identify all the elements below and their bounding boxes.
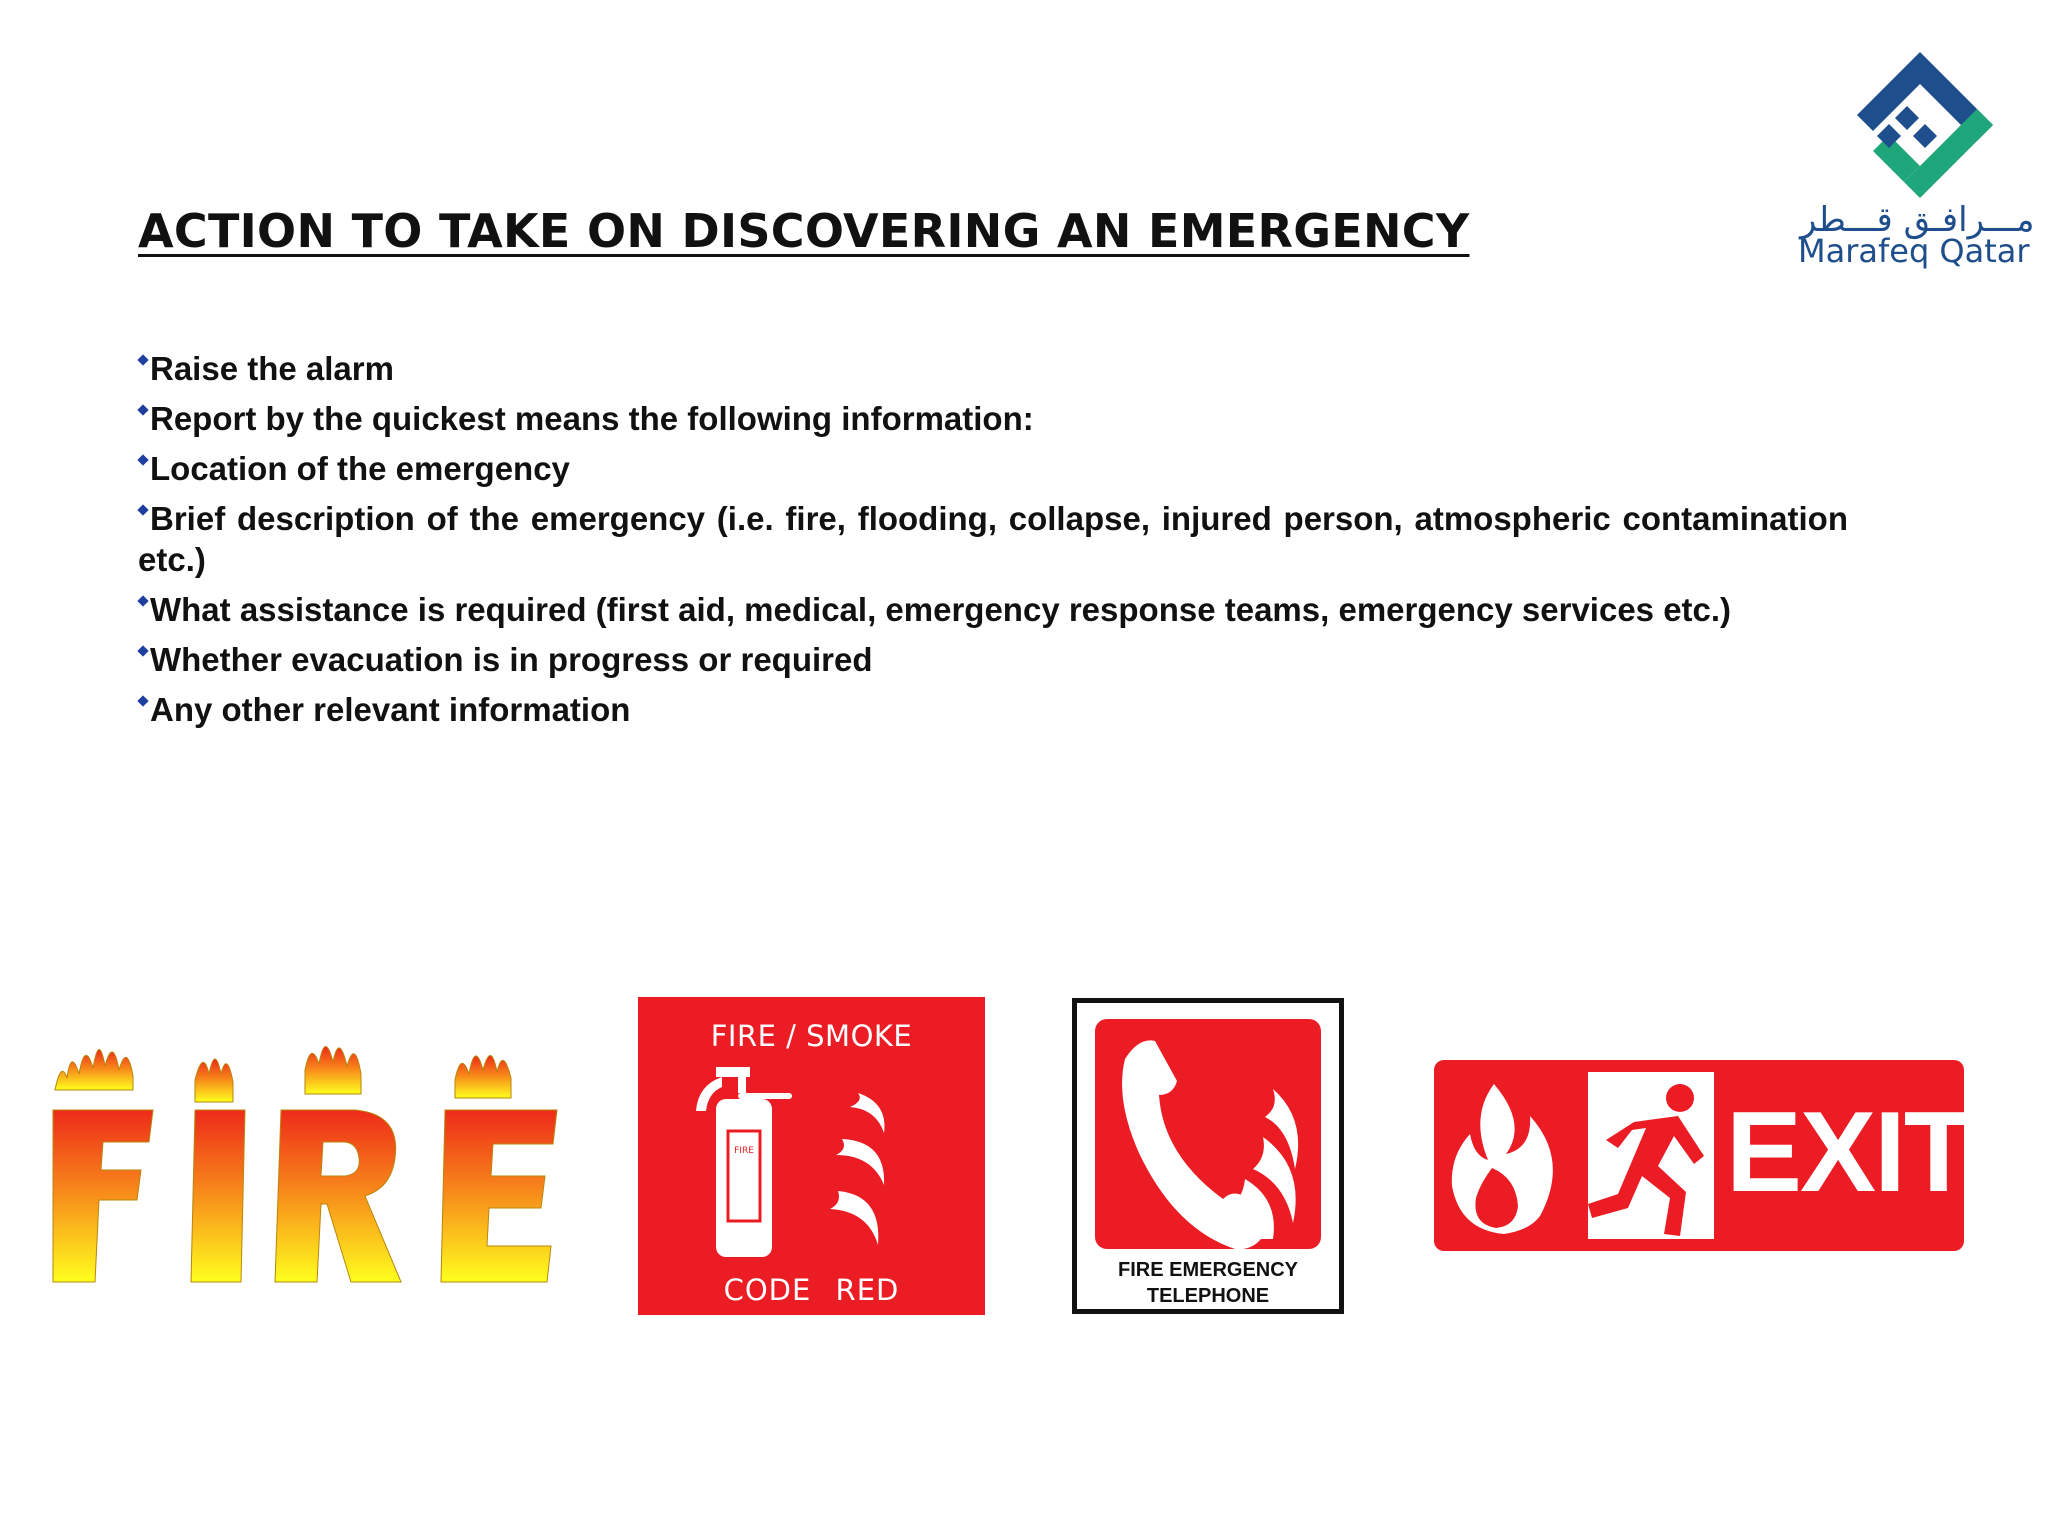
exit-text: EXIT (1726, 1089, 1972, 1216)
flame-icon (1452, 1084, 1553, 1234)
diamond-bullet-icon (137, 645, 148, 656)
diamond-bullet-icon (137, 404, 148, 415)
flame-icon (1223, 1089, 1298, 1239)
page-title: ACTION TO TAKE ON DISCOVERING AN EMERGENCY (138, 204, 1470, 258)
list-item: Brief description of the emergency (i.e. fire, flooding, collapse, injured person, atmospheric contamination etc.) (138, 500, 1848, 578)
diamond-bullet-icon (137, 454, 148, 465)
action-list (138, 348, 1848, 739)
list-item: Location of the emergency (138, 448, 1848, 489)
flame-icon (830, 1093, 884, 1245)
logo-mark-icon (1845, 50, 1995, 200)
sign-label-line1: FIRE EMERGENCY (1117, 1259, 1299, 1281)
fire-emergency-telephone-sign (1072, 998, 1344, 1314)
diamond-bullet-icon (137, 595, 148, 606)
diamond-bullet-icon (137, 354, 148, 365)
sign-label-line2: TELEPHONE (1146, 1285, 1270, 1307)
fire-smoke-code-red-sign (638, 997, 985, 1315)
list-item: Whether evacuation is in progress or required (138, 639, 1848, 680)
logo-english-name: Marafeq Qatar (1798, 232, 2030, 270)
svg-text:FIRE: FIRE (734, 1146, 754, 1156)
list-item: What assistance is required (first aid, medical, emergency response teams, emergency services etc.) (138, 589, 1848, 630)
marafeq-qatar-logo (1790, 50, 2048, 275)
list-item: Raise the alarm (138, 348, 1848, 389)
fire-exit-sign (1434, 1060, 1972, 1251)
fire-extinguisher-icon (696, 1067, 792, 1257)
list-item: Any other relevant information (138, 689, 1848, 730)
logo-arabic-name: مـــرافـق قـــطر (1800, 200, 2035, 240)
sign-top-label: FIRE / SMOKE (710, 1019, 913, 1053)
sign-bottom-label: CODE RED (723, 1273, 900, 1307)
list-item: Report by the quickest means the following information: (138, 398, 1848, 439)
diamond-bullet-icon (137, 504, 148, 515)
diamond-bullet-icon (137, 695, 148, 706)
fire-word-image (45, 1020, 565, 1295)
